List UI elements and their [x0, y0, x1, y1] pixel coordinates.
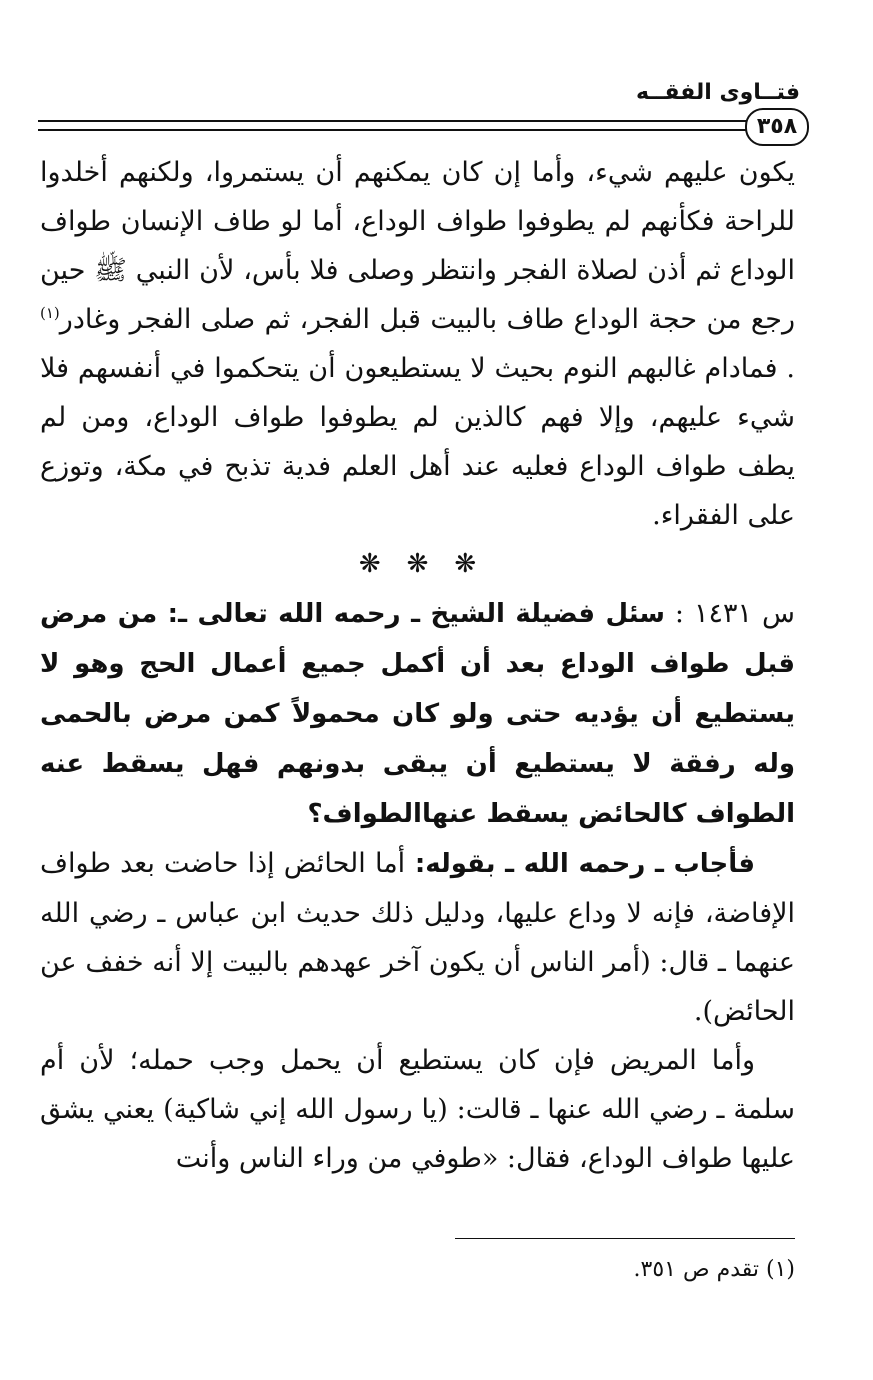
answer-paragraph	[40, 839, 795, 1036]
paragraph-text: . فمادام غالبهم النوم بحيث لا يستطيعون أن يتحكموا في أنفسهم فلا شيء عليهم، وإلا فهم كالذين لم يطوفوا طواف الوداع، ومن لم يطف طواف الوداع فعليه عند أهل العلم فدية تذبح في مكة، وتوزع على الفقراء.	[40, 353, 795, 531]
header-rule	[38, 120, 758, 122]
running-title: فتــاوى الفقــه	[635, 80, 800, 105]
page-number: ٣٥٨	[745, 108, 809, 146]
question-text: سئل فضيلة الشيخ ـ رحمه الله تعالى ـ: من مرض قبل طواف الوداع بعد أن أكمل جميع أعمال الحج وهو لا يستطيع أن يؤديه حتى ولو كان محمولاً كمن مرض بالحمى وله رفقة لا يستطيع أن يبقى بدونهم فهل يسقط عنه الطواف كالحائض يسقط عنهاالطواف؟	[40, 599, 795, 829]
footnote-reference: (١)	[40, 304, 60, 322]
section-separator: ❋❋❋	[358, 549, 503, 579]
question-paragraph	[40, 589, 795, 839]
main-text	[40, 148, 795, 1183]
paragraph-text: يكون عليهم شيء، وأما إن كان يمكنهم أن يستمروا، ولكنهم أخلدوا للراحة فكأنهم لم يطوفوا طواف الوداع، أما لو طاف الإنسان طواف الوداع ثم أذن لصلاة الفجر وانتظر وصلى فلا بأس، لأن النبي ﷺ حين رجع من حجة الوداع طاف بالبيت قبل الفجر، ثم صلى الفجر وغادر	[40, 157, 795, 335]
answer-text: أما الحائض إذا حاضت بعد طواف الإفاضة، فإنه لا وداع عليها، ودليل ذلك حديث ابن عباس ـ رضي الله عنهما ـ قال: (أمر الناس أن يكون آخر عهدهم بالبيت إلا أنه خفف عن الحائض).	[40, 848, 795, 1027]
header-rule	[38, 129, 758, 131]
footnote: (١) تقدم ص ٣٥١.	[633, 1257, 795, 1282]
paragraph: وأما المريض فإن كان يستطيع أن يحمل وجب حمله؛ لأن أم سلمة ـ رضي الله عنها ـ قالت: (يا رسول الله إني شاكية) يعني يشق عليها طواف الوداع، فقال: «طوفي من وراء الناس وأنت	[40, 1045, 795, 1174]
paragraph	[40, 148, 795, 540]
answer-lead: فأجاب ـ رحمه الله ـ بقوله:	[405, 849, 755, 879]
question-number: س ١٤٣١ :	[664, 598, 795, 629]
footnote-rule	[455, 1238, 795, 1239]
